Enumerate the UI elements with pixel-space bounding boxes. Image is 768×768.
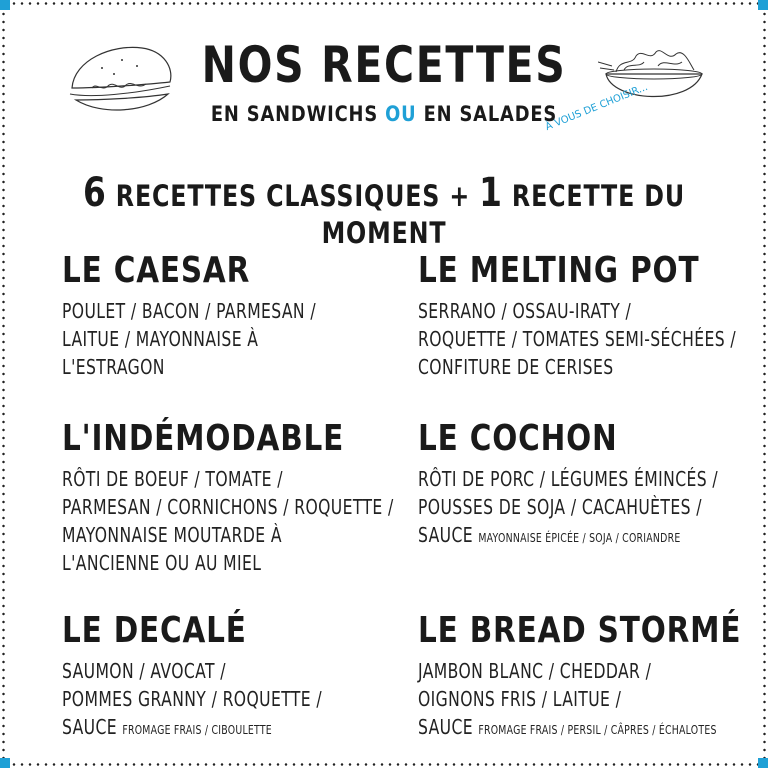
subtitle-or: OU: [385, 102, 417, 126]
recipe-title: LE BREAD STORMÉ: [418, 610, 742, 651]
ingredient-line: MAYONNAISE MOUTARDE À: [62, 523, 282, 547]
recipe-title: LE DECALÉ: [62, 610, 247, 651]
recipe-caesar: [62, 250, 402, 381]
corner-marker: [758, 0, 768, 10]
recipe-melting-pot: [418, 250, 758, 381]
classic-label: RECETTES CLASSIQUES +: [115, 179, 471, 213]
sauce-line: [418, 713, 717, 744]
ingredient-line: L'ESTRAGON: [62, 355, 165, 379]
ingredient-line: POULET / BACON / PARMESAN /: [62, 299, 316, 323]
recipe-indemodable: [62, 418, 402, 577]
ingredient-line: CONFITURE DE CERISES: [418, 355, 614, 379]
sauce-detail: FROMAGE FRAIS / CIBOULETTE: [122, 723, 272, 737]
classic-count: 6: [83, 170, 107, 216]
ingredient-line: SERRANO / OSSAU-IRATY /: [418, 299, 632, 323]
recipe-title: LE CAESAR: [62, 250, 251, 291]
recipe-title: LE COCHON: [418, 418, 618, 459]
ingredient-line: LAITUE / MAYONNAISE À: [62, 327, 259, 351]
ingredient-line: RÔTI DE BOEUF / TOMATE /: [62, 467, 283, 491]
ingredient-line: RÔTI DE PORC / LÉGUMES ÉMINCÉS /: [418, 467, 719, 491]
sauce-detail: FROMAGE FRAIS / PERSIL / CÂPRES / ÉCHALOTES: [478, 723, 717, 737]
ingredient-line: L'ANCIENNE OU AU MIEL: [62, 551, 262, 575]
page-title: NOS RECETTES: [201, 36, 567, 94]
recipe-title: L'INDÉMODABLE: [62, 418, 345, 459]
special-label: RECETTE DU MOMENT: [321, 179, 685, 250]
sauce-label: SAUCE: [418, 715, 473, 739]
sauce-label: SAUCE: [418, 523, 473, 547]
sauce-detail: MAYONNAISE ÉPICÉE / SOJA / CORIANDRE: [478, 531, 681, 545]
recipe-title: LE MELTING POT: [418, 250, 700, 291]
choice-note: À VOUS DE CHOISIR...: [543, 81, 650, 133]
special-count: 1: [479, 170, 503, 216]
ingredient-line: POUSSES DE SOJA / CACAHUÈTES /: [418, 495, 702, 519]
sauce-line: [62, 713, 327, 744]
subtitle-salad: EN SALADES: [423, 102, 558, 126]
corner-marker: [0, 0, 10, 10]
ingredient-line: JAMBON BLANC / CHEDDAR /: [418, 659, 652, 683]
sauce-label: SAUCE: [62, 715, 117, 739]
corner-marker: [758, 758, 768, 768]
subtitle-sandwich: EN SANDWICHS: [210, 102, 379, 126]
ingredient-line: ROQUETTE / TOMATES SEMI-SÉCHÉES /: [418, 327, 736, 351]
ingredient-line: PARMESAN / CORNICHONS / ROQUETTE /: [62, 495, 394, 519]
recipe-decale: [62, 610, 402, 744]
corner-marker: [0, 758, 10, 768]
ingredient-line: OIGNONS FRIS / LAITUE /: [418, 687, 622, 711]
recipe-count-tagline: [69, 170, 699, 250]
recipe-bread-storme: [418, 610, 758, 744]
sauce-line: [418, 521, 683, 552]
recipe-cochon: [418, 418, 758, 552]
ingredient-line: SAUMON / AVOCAT /: [62, 659, 226, 683]
ingredient-line: POMMES GRANNY / ROQUETTE /: [62, 687, 323, 711]
